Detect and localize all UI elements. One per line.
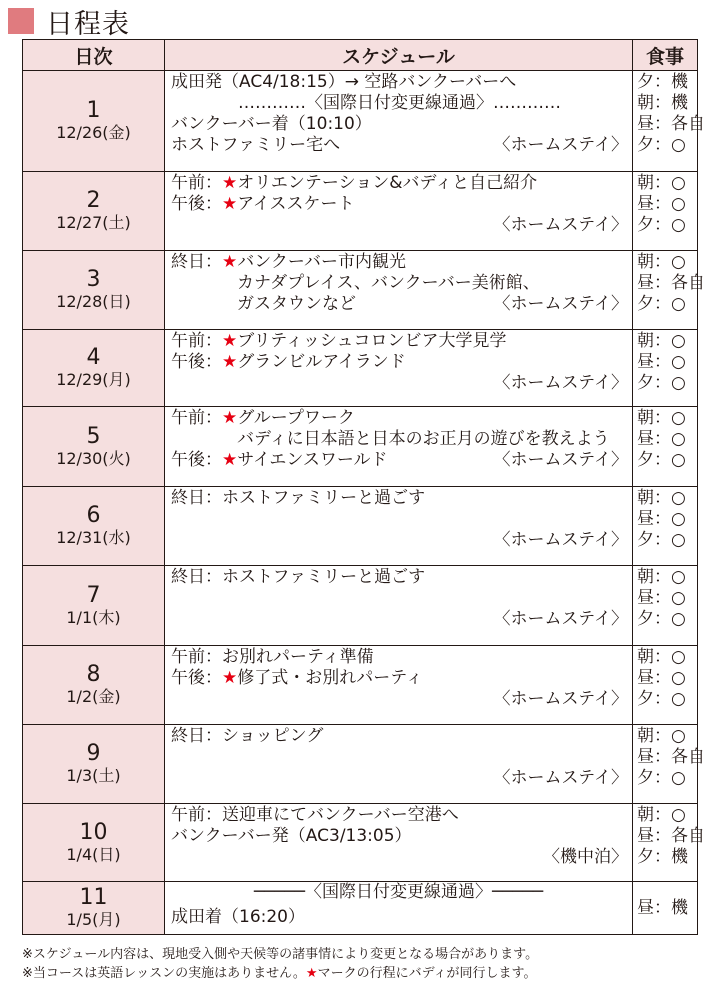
meal-item: 昼：○ [637, 352, 686, 372]
schedule-line [171, 294, 628, 315]
day-number: 11 [79, 885, 108, 910]
meal-item: 昼：○ [637, 588, 686, 608]
meal-item: 朝：○ [637, 488, 686, 508]
star-icon: ★ [222, 408, 238, 428]
day-cell [23, 251, 165, 330]
schedule-line [171, 567, 628, 588]
star-icon: ★ [222, 331, 238, 351]
table-row [23, 407, 698, 487]
table-row [23, 646, 698, 725]
stay-label: 〈ホームステイ〉 [493, 689, 628, 709]
schedule-cell [165, 71, 633, 172]
schedule-text [171, 331, 507, 351]
meal-item: 夕：○ [637, 609, 686, 629]
activity-text: アイススケート [237, 194, 355, 214]
schedule-line [171, 194, 628, 215]
schedule-line [171, 668, 628, 689]
stay-label: 〈ホームステイ〉 [493, 609, 628, 629]
stay-label: 〈ホームステイ〉 [493, 135, 628, 155]
schedule-text [171, 408, 355, 428]
day-date: 1/3(土) [66, 766, 121, 785]
table-row [23, 71, 698, 172]
schedule-line [171, 93, 628, 114]
meals-cell [633, 566, 698, 646]
day-date: 12/30(火) [56, 448, 131, 468]
meal-item: 朝：○ [637, 647, 686, 667]
day-cell [23, 804, 165, 882]
time-label: 午後： [171, 352, 222, 372]
schedule-line [171, 488, 628, 509]
table-row [23, 330, 698, 407]
schedule-line [171, 135, 628, 156]
schedule-line [171, 826, 628, 847]
day-date: 12/28(日) [56, 292, 131, 311]
stay-label: 〈機中泊〉 [543, 847, 628, 867]
stay-label: 〈ホームステイ〉 [493, 373, 628, 393]
header-meals: 食事 [633, 40, 698, 71]
star-icon: ★ [222, 352, 238, 372]
day-date: 1/1(木) [66, 607, 121, 627]
day-number: 10 [79, 819, 108, 845]
schedule-line [171, 173, 628, 194]
schedule-cell [165, 487, 633, 566]
meals-cell [633, 407, 698, 487]
stay-label: 〈ホームステイ〉 [493, 530, 628, 550]
time-label: 午前： [171, 408, 222, 428]
meal-item: 昼：機 [637, 898, 688, 918]
meal-item: 朝：○ [637, 726, 686, 746]
day-date: 1/5(月) [66, 910, 121, 929]
schedule-text [171, 668, 423, 688]
time-label: 終日： [171, 252, 222, 272]
meals-cell [633, 487, 698, 566]
blank-line [171, 588, 628, 609]
day-date: 12/27(土) [56, 213, 131, 232]
schedule-text [171, 194, 355, 214]
meal-item: 朝：○ [637, 331, 686, 351]
schedule-text: …………〈国際日付変更線通過〉………… [238, 93, 561, 113]
header-schedule: スケジュール [165, 40, 633, 71]
star-icon: ★ [305, 966, 318, 981]
day-number: 8 [86, 662, 101, 687]
schedule-text [171, 450, 388, 471]
meal-item: 朝：○ [637, 567, 686, 587]
meal-item: 夕：機 [637, 72, 688, 92]
page-title: 日程表 [8, 4, 130, 38]
schedule-line [171, 726, 628, 747]
meal-item: 昼：各自 [637, 747, 705, 767]
schedule-text: バンクーバー着（10:10） [171, 114, 372, 134]
day-number: 6 [86, 503, 101, 528]
stay-label: 〈ホームステイ〉 [493, 215, 628, 235]
note-1: ※スケジュール内容は、現地受入側や天候等の諸事情により変更となる場合があります。 [22, 947, 539, 962]
schedule-cell [165, 251, 633, 330]
schedule-line [171, 408, 628, 429]
meal-item: 夕：機 [637, 847, 688, 867]
day-cell [23, 172, 165, 251]
activity-text: ブリティッシュコロンビア大学見学 [237, 331, 507, 351]
schedule-text: 終日：ショッピング [171, 726, 324, 746]
schedule-cell [165, 882, 633, 935]
meal-item: 朝：○ [637, 252, 686, 272]
table-row [23, 566, 698, 646]
schedule-text: ガスタウンなど [237, 294, 356, 314]
meals-cell [633, 251, 705, 330]
schedule-text: 午前：お別れパーティ準備 [171, 647, 374, 667]
schedule-line [171, 907, 628, 928]
star-icon: ★ [222, 173, 238, 193]
day-cell [23, 566, 165, 646]
schedule-text [171, 252, 406, 272]
meal-item: 昼：○ [637, 194, 686, 214]
schedule-line [171, 72, 628, 93]
stay-label: 〈ホームステイ〉 [493, 450, 628, 470]
day-date: 12/29(月) [56, 370, 131, 389]
schedule-line [171, 429, 628, 450]
itinerary-table [22, 39, 705, 935]
blank-line [171, 747, 628, 768]
note-2: ※当コースは英語レッスンの実施はありません。★マークの行程にバディが同行します。 [22, 966, 537, 981]
day-cell [23, 882, 165, 935]
time-label: 午後： [171, 194, 222, 214]
schedule-text [171, 352, 406, 372]
title-marker [8, 8, 34, 34]
day-number: 9 [86, 741, 101, 766]
schedule-cell [165, 172, 633, 251]
activity-text: 修了式・お別れパーティ [237, 668, 423, 688]
day-date: 1/4(日) [66, 844, 121, 864]
meal-item: 昼：各自 [637, 273, 705, 293]
meals-cell [633, 804, 705, 882]
header-day: 日次 [23, 40, 165, 71]
schedule-text: バンクーバー発（AC3/13:05） [171, 826, 412, 846]
schedule-text: ホストファミリー宅へ [171, 135, 341, 155]
meal-item: 夕：○ [637, 450, 686, 470]
schedule-line [171, 331, 628, 352]
schedule-cell [165, 646, 633, 725]
schedule-cell [165, 407, 633, 487]
day-number: 5 [86, 423, 101, 449]
schedule-text: 午前：送迎車にてバンクーバー空港へ [171, 805, 459, 825]
schedule-cell [165, 566, 633, 646]
table-row [23, 172, 698, 251]
star-icon: ★ [222, 252, 238, 272]
schedule-line [171, 252, 628, 273]
schedule-text: 成田着（16:20） [171, 907, 305, 927]
meal-item: 夕：○ [637, 689, 686, 709]
time-label: 午前： [171, 331, 222, 351]
schedule-line [171, 805, 628, 826]
star-icon: ★ [222, 450, 238, 470]
table-row [23, 251, 698, 330]
stay-label: 〈ホームステイ〉 [493, 768, 628, 788]
meal-item: 朝：機 [637, 93, 688, 113]
dateline-note: ─────〈国際日付変更線通過〉───── [253, 882, 544, 902]
meal-item: 昼：○ [637, 509, 686, 529]
meal-item: 夕：○ [637, 135, 686, 155]
schedule-cell [165, 330, 633, 407]
table-row [23, 804, 698, 882]
day-cell [23, 71, 165, 172]
day-cell [23, 487, 165, 566]
activity-text: グループワーク [237, 408, 355, 428]
time-label: 午後： [171, 668, 222, 688]
stay-label: 〈ホームステイ〉 [493, 294, 628, 314]
schedule-cell [165, 804, 633, 882]
schedule-line [171, 450, 628, 471]
table-row [23, 882, 698, 935]
day-number: 2 [86, 188, 101, 213]
day-date: 12/26(金) [56, 123, 131, 142]
day-date: 12/31(水) [56, 528, 131, 547]
meal-item: 昼：○ [637, 429, 686, 449]
activity-text: バンクーバー市内観光 [237, 252, 407, 272]
meal-item: 夕：○ [637, 373, 686, 393]
schedule-line [171, 273, 628, 294]
meals-cell [633, 882, 698, 935]
schedule-text: 終日：ホストファミリーと過ごす [171, 488, 426, 508]
meal-item: 夕：○ [637, 768, 686, 788]
day-number: 3 [86, 267, 101, 292]
meal-item: 昼：○ [637, 668, 686, 688]
schedule-text: バディに日本語と日本のお正月の遊びを教えよう [237, 429, 610, 449]
meal-item: 夕：○ [637, 530, 686, 550]
meal-item: 朝：○ [637, 408, 686, 428]
schedule-line [171, 647, 628, 668]
schedule-text [171, 173, 537, 193]
time-label: 午前： [171, 173, 222, 193]
header-row [23, 40, 698, 71]
activity-text: グランビルアイランド [237, 352, 406, 372]
meals-cell [633, 725, 705, 804]
day-cell [23, 725, 165, 804]
schedule-cell [165, 725, 633, 804]
meals-cell [633, 330, 698, 407]
meals-cell [633, 172, 698, 251]
day-date: 1/2(金) [66, 687, 121, 706]
activity-text: オリエンテーション&バディと自己紹介 [237, 173, 538, 193]
day-number: 7 [86, 582, 101, 608]
table-row [23, 487, 698, 566]
footnotes [22, 945, 538, 983]
meal-item: 朝：○ [637, 805, 686, 825]
star-icon: ★ [222, 194, 238, 214]
schedule-text: カナダプレイス、バンクーバー美術館、 [237, 273, 540, 293]
day-number: 1 [86, 98, 101, 123]
meal-item: 夕：○ [637, 294, 686, 314]
meal-item: 昼：各自 [637, 114, 705, 134]
blank-line [171, 509, 628, 530]
day-number: 4 [86, 345, 101, 370]
activity-text: サイエンスワールド [237, 450, 388, 470]
schedule-line [171, 114, 628, 135]
day-cell [23, 646, 165, 725]
time-label: 午後： [171, 450, 222, 470]
star-icon: ★ [222, 668, 238, 688]
meals-cell [633, 71, 705, 172]
meal-item: 朝：○ [637, 173, 686, 193]
meals-cell [633, 646, 698, 725]
schedule-line [171, 352, 628, 373]
day-cell [23, 330, 165, 407]
meal-item: 夕：○ [637, 215, 686, 235]
schedule-text: 成田発（AC4/18:15）→ 空路バンクーバーへ [171, 72, 517, 92]
meal-item: 昼：各自 [637, 826, 705, 846]
schedule-text: 終日：ホストファミリーと過ごす [171, 567, 426, 587]
day-cell [23, 407, 165, 487]
table-row [23, 725, 698, 804]
